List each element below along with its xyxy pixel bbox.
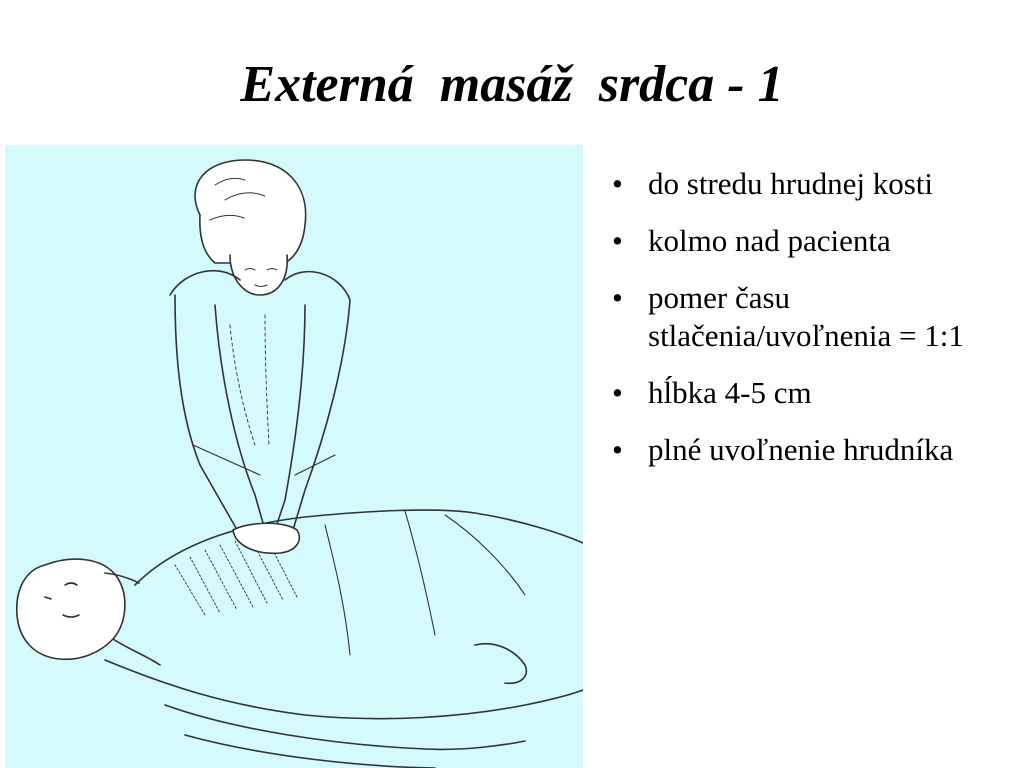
bullet-text: plné uvoľnenie hrudníka bbox=[648, 432, 954, 467]
bullet-marker: • bbox=[612, 166, 623, 201]
bullet-text: pomer času stlačenia/uvoľnenia = 1:1 bbox=[648, 280, 964, 353]
cpr-illustration bbox=[5, 145, 583, 768]
list-item bbox=[608, 374, 1020, 412]
bullet-marker: • bbox=[612, 223, 623, 258]
patient-figure bbox=[17, 510, 583, 768]
slide-title: Externá masáž srdca - 1 bbox=[240, 56, 784, 113]
rescuer-figure bbox=[170, 160, 350, 553]
list-item bbox=[608, 279, 1020, 355]
list-item bbox=[608, 165, 1020, 203]
list-item bbox=[608, 222, 1020, 260]
bullet-marker: • bbox=[612, 375, 623, 410]
bullet-list bbox=[608, 165, 1020, 488]
bullet-text: do stredu hrudnej kosti bbox=[648, 166, 933, 201]
bullet-text: hĺbka 4-5 cm bbox=[648, 375, 812, 410]
list-item bbox=[608, 431, 1020, 469]
bullet-marker: • bbox=[612, 280, 623, 315]
bullet-text: kolmo nad pacienta bbox=[648, 223, 891, 258]
bullet-marker: • bbox=[612, 432, 623, 467]
